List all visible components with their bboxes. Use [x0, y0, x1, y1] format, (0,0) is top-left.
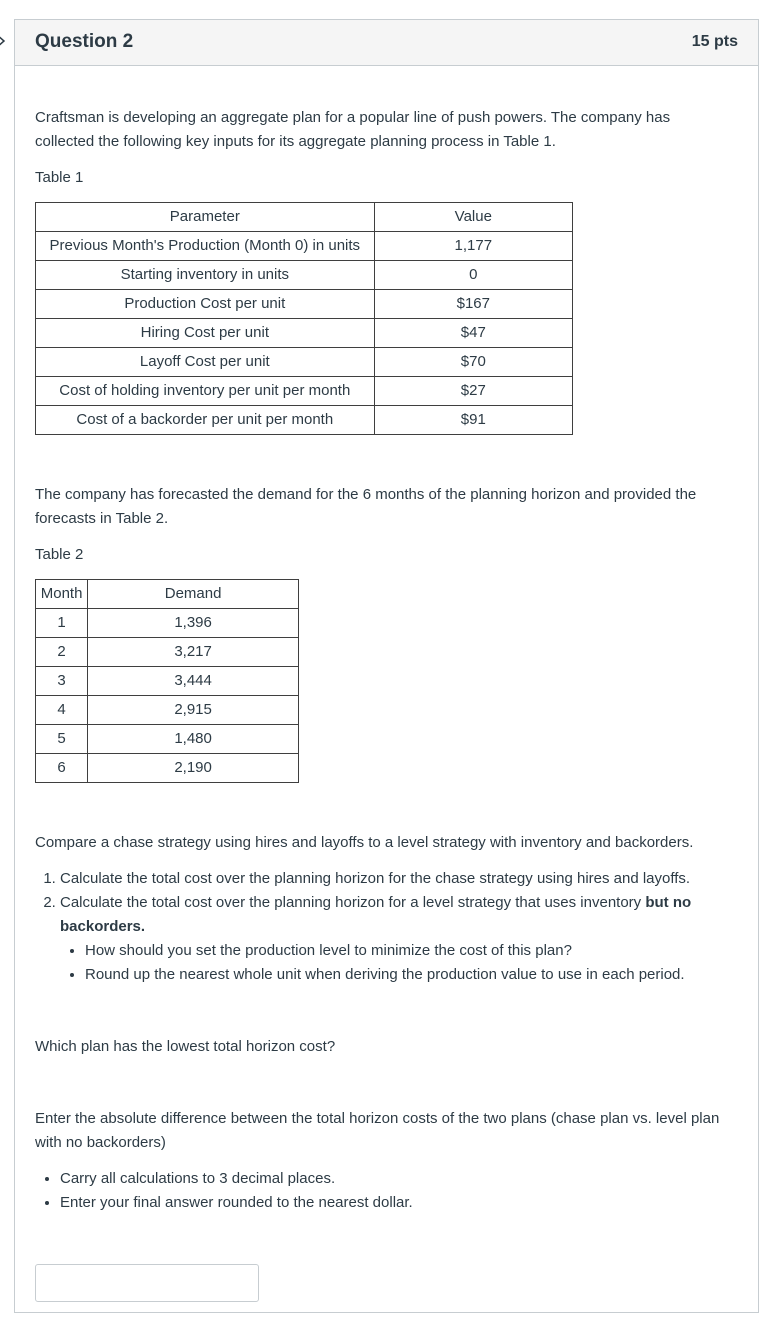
table-cell: 0 [374, 261, 572, 290]
task-item [60, 867, 740, 891]
table-row [36, 261, 573, 290]
table-cell: $27 [374, 377, 572, 406]
table-row [36, 290, 573, 319]
question-card [14, 19, 759, 1313]
intro-text: Craftsman is developing an aggregate plan for a popular line of push powers. The company has collected the following key inputs for its aggregate planning process in Table 1. [35, 109, 671, 150]
table-cell: 1,177 [374, 232, 572, 261]
table-row [36, 232, 573, 261]
table-row [36, 406, 573, 435]
table1-caption: Table 1 [35, 169, 84, 186]
table-cell: $47 [374, 319, 572, 348]
table-cell: 2,190 [88, 754, 299, 783]
compare-text: Compare a chase strategy using hires and layoffs to a level strategy with inventory and backorders. [35, 834, 694, 851]
question-header [15, 20, 758, 66]
task-item-emphasis: but no backorders. [60, 894, 692, 935]
table-cell: 3 [36, 667, 88, 696]
table-cell: Previous Month's Production (Month 0) in units [36, 232, 375, 261]
table-cell: 5 [36, 725, 88, 754]
table-header-row [36, 203, 573, 232]
table-cell: 1 [36, 609, 88, 638]
table-row [36, 696, 299, 725]
table-cell: Layoff Cost per unit [36, 348, 375, 377]
table-cell: 3,217 [88, 638, 299, 667]
table-cell: $70 [374, 348, 572, 377]
forecast-text: The company has forecasted the demand for the 6 months of the planning horizon and provided the forecasts in Table 2. [35, 486, 697, 527]
table-cell: 6 [36, 754, 88, 783]
table-row [36, 377, 573, 406]
table-header-cell: Parameter [36, 203, 375, 232]
table-cell: Cost of holding inventory per unit per month [36, 377, 375, 406]
table-cell: 4 [36, 696, 88, 725]
question-title: Question 2 [35, 31, 134, 52]
table-cell: 1,396 [88, 609, 299, 638]
table-row [36, 319, 573, 348]
note-item: • Carry all calculations to 3 decimal places. [60, 1167, 413, 1191]
table-cell: Cost of a backorder per unit per month [36, 406, 375, 435]
notes-list [35, 1167, 413, 1215]
table-cell: $167 [374, 290, 572, 319]
table-cell: 3,444 [88, 667, 299, 696]
table-cell: Production Cost per unit [36, 290, 375, 319]
table-row [36, 667, 299, 696]
table-cell: Starting inventory in units [36, 261, 375, 290]
table-cell: 2 [36, 638, 88, 667]
table-row [36, 638, 299, 667]
task-item-text: Calculate the total cost over the planning horizon for the chase strategy using hires and layoffs. [60, 870, 691, 887]
task-subitem: • How should you set the production level to minimize the cost of this plan? [85, 939, 740, 963]
note-item: • Enter your final answer rounded to the nearest dollar. [60, 1191, 413, 1215]
demand-table [35, 579, 299, 783]
table-row [36, 725, 299, 754]
chevron-right-icon[interactable] [0, 32, 8, 50]
task-list [35, 867, 740, 987]
table-row [36, 609, 299, 638]
parameters-table [35, 202, 573, 435]
task-item-text: Calculate the total cost over the planning horizon for a level strategy that uses inventory [60, 894, 646, 911]
question-points: 15 pts [691, 33, 738, 50]
table-header-cell: Month [36, 580, 88, 609]
table-cell: 2,915 [88, 696, 299, 725]
which-plan-text: Which plan has the lowest total horizon cost? [35, 1038, 336, 1055]
table-cell: Hiring Cost per unit [36, 319, 375, 348]
table-header-row [36, 580, 299, 609]
table-cell: $91 [374, 406, 572, 435]
table-row [36, 348, 573, 377]
table2-caption: Table 2 [35, 546, 84, 563]
task-item [60, 891, 740, 987]
enter-difference-text: Enter the absolute difference between the total horizon costs of the two plans (chase plan vs. level plan with no backorders) [35, 1110, 720, 1151]
table-header-cell: Demand [88, 580, 299, 609]
table-cell: 1,480 [88, 725, 299, 754]
table-header-cell: Value [374, 203, 572, 232]
table-row [36, 754, 299, 783]
task-sublist [60, 939, 740, 987]
answer-input[interactable] [35, 1264, 259, 1302]
task-subitem: • Round up the nearest whole unit when deriving the production value to use in each period. [85, 963, 740, 987]
